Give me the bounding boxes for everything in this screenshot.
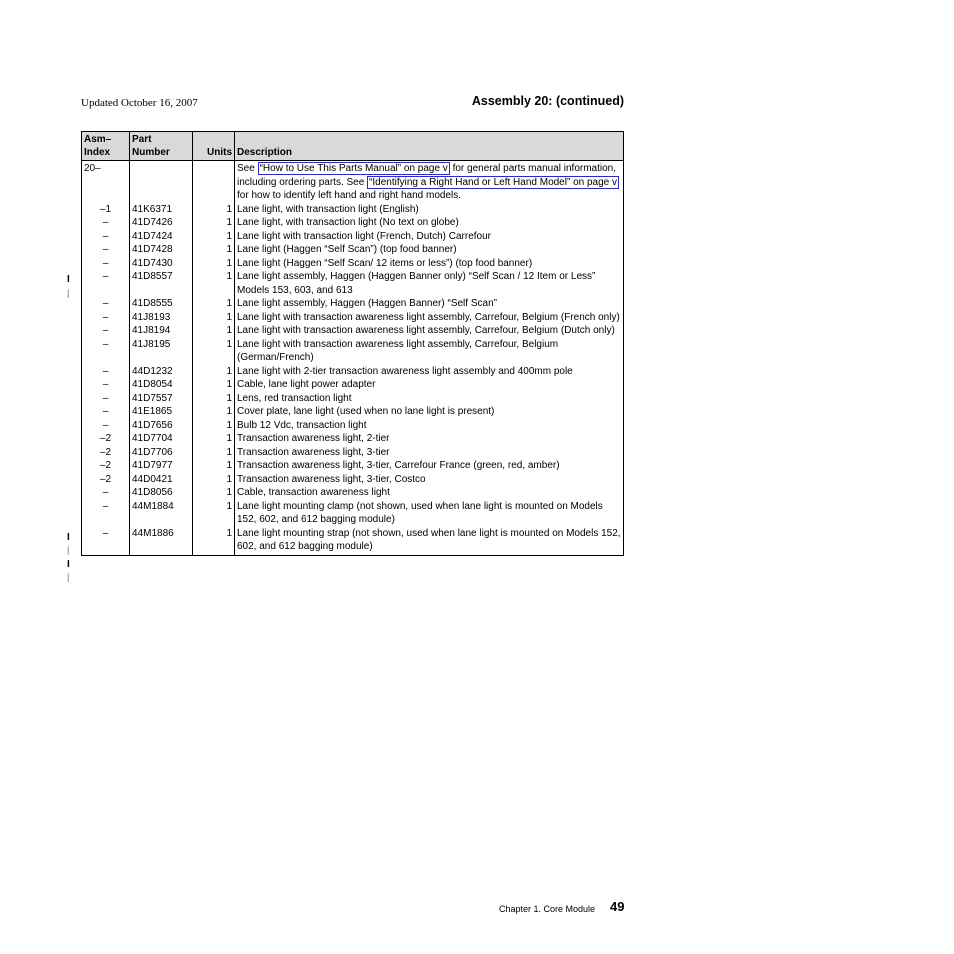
units-cell: 1 [193,257,235,271]
description-cell: Lane light with transaction awareness light assembly, Carrefour, Belgium (French only) [235,311,624,325]
header-part-number: Part Number [130,132,193,161]
part-number-cell: 44D0421 [130,473,193,487]
units-cell: 1 [193,203,235,217]
asm-index-cell: –1 [82,203,130,217]
description-cell: Lane light (Haggen “Self Scan”) (top food banner) [235,243,624,257]
asm-index-cell: – [82,216,130,230]
table-row [82,500,624,527]
table-row [82,527,624,556]
table-row [82,473,624,487]
asm-index-cell: – [82,392,130,406]
description-cell: Lane light assembly, Haggen (Haggen Banner only) “Self Scan / 12 Item or Less” Models 153, 603, and 613 [235,270,624,297]
asm-index-cell: – [82,378,130,392]
change-bar: I [67,532,70,543]
units-cell: 1 [193,216,235,230]
part-number-cell: 41D8555 [130,297,193,311]
table-row [82,297,624,311]
table-header-row [82,132,624,161]
asm-index-cell: – [82,338,130,365]
units-cell: 1 [193,527,235,556]
table-row [82,270,624,297]
asm-index-cell: – [82,405,130,419]
description-cell: Lane light with transaction awareness light assembly, Carrefour, Belgium (Dutch only) [235,324,624,338]
part-number-cell: 41E1865 [130,405,193,419]
header-asm-index: Asm– Index [82,132,130,161]
asm-index-cell: –2 [82,432,130,446]
units-cell: 1 [193,446,235,460]
asm-index-cell: –2 [82,446,130,460]
description-cell: Lane light with 2-tier transaction awareness light assembly and 400mm pole [235,365,624,379]
part-number-cell: 41D7977 [130,459,193,473]
asm-index-cell: – [82,324,130,338]
part-number-cell: 44M1884 [130,500,193,527]
table-row [82,378,624,392]
asm-index-cell: – [82,365,130,379]
units-cell: 1 [193,365,235,379]
table-row [82,338,624,365]
asm-index-cell: – [82,297,130,311]
asm-index-cell: –2 [82,473,130,487]
part-number-cell: 41J8193 [130,311,193,325]
units-cell: 1 [193,405,235,419]
table-row [82,446,624,460]
description-cell: Lane light, with transaction light (No text on globe) [235,216,624,230]
updated-date: Updated October 16, 2007 [81,97,198,109]
units-cell: 1 [193,432,235,446]
asm-index-cell: – [82,500,130,527]
description-cell: Transaction awareness light, 3-tier, Costco [235,473,624,487]
table-row [82,203,624,217]
units-cell: 1 [193,419,235,433]
intro-description: See “How to Use This Parts Manual” on page v for general parts manual information, including ordering parts. See “Identifying a Right Hand or Left Hand Model” on page v for how to identify left hand and right hand models. [235,161,624,203]
change-bar: I [67,274,70,285]
asm-index-cell: –2 [82,459,130,473]
part-number-cell: 41D7428 [130,243,193,257]
asm-index-cell: – [82,527,130,556]
units-cell: 1 [193,270,235,297]
table-row [82,324,624,338]
table-row [82,405,624,419]
units-cell: 1 [193,230,235,244]
description-cell: Lane light mounting clamp (not shown, used when lane light is mounted on Models 152, 602, and 612 bagging module) [235,500,624,527]
how-to-use-link[interactable]: “How to Use This Parts Manual” on page v [259,163,448,174]
description-cell: Cable, lane light power adapter [235,378,624,392]
table-row [82,432,624,446]
change-bar: | [67,572,70,582]
units-cell: 1 [193,392,235,406]
table-row [82,230,624,244]
units-cell: 1 [193,500,235,527]
table-row [82,243,624,257]
units-cell: 1 [193,338,235,365]
units-cell: 1 [193,297,235,311]
description-cell: Lane light with transaction light (French, Dutch) Carrefour [235,230,624,244]
part-number-cell: 41J8195 [130,338,193,365]
part-number-cell: 44D1232 [130,365,193,379]
part-number-cell: 41D7706 [130,446,193,460]
units-cell: 1 [193,473,235,487]
part-number-cell: 41D7424 [130,230,193,244]
part-number-cell: 41J8194 [130,324,193,338]
part-number-cell: 41D8056 [130,486,193,500]
asm-index-cell: – [82,311,130,325]
description-cell: Cable, transaction awareness light [235,486,624,500]
description-cell: Lane light (Haggen “Self Scan/ 12 items or less”) (top food banner) [235,257,624,271]
units-cell: 1 [193,459,235,473]
header-description: Description [235,132,624,161]
part-number-cell: 41D7426 [130,216,193,230]
table-row [82,392,624,406]
footer-chapter: Chapter 1. Core Module [499,904,596,914]
units-cell: 1 [193,311,235,325]
units-cell: 1 [193,486,235,500]
asm-index-cell: – [82,486,130,500]
table-row [82,311,624,325]
change-bar: I [67,559,70,570]
units-cell: 1 [193,378,235,392]
change-bar: | [67,288,70,298]
description-cell: Transaction awareness light, 3-tier, Carrefour France (green, red, amber) [235,459,624,473]
part-number-cell: 44M1886 [130,527,193,556]
description-cell: Transaction awareness light, 3-tier [235,446,624,460]
part-number-cell: 41D7430 [130,257,193,271]
units-cell: 1 [193,243,235,257]
asm-index-cell: – [82,257,130,271]
change-bar: | [67,545,70,555]
assembly-title: Assembly 20: (continued) [471,94,624,108]
part-number-cell: 41K6371 [130,203,193,217]
description-cell: Lane light mounting strap (not shown, used when lane light is mounted on Models 152, 602, and 612 bagging module) [235,527,624,556]
intro-index: 20– [82,161,130,203]
units-cell: 1 [193,324,235,338]
description-cell: Lane light, with transaction light (English) [235,203,624,217]
part-number-cell: 41D8054 [130,378,193,392]
table-row [82,486,624,500]
part-number-cell: 41D8557 [130,270,193,297]
table-row [82,419,624,433]
description-cell: Bulb 12 Vdc, transaction light [235,419,624,433]
description-cell: Lane light with transaction awareness light assembly, Carrefour, Belgium (German/French) [235,338,624,365]
asm-index-cell: – [82,270,130,297]
identifying-hand-model-link[interactable]: “Identifying a Right Hand or Left Hand Model” on page v [369,176,618,188]
asm-index-cell: – [82,243,130,257]
header-units: Units [193,132,235,161]
asm-index-cell: – [82,419,130,433]
description-cell: Transaction awareness light, 2-tier [235,432,624,446]
description-cell: Cover plate, lane light (used when no lane light is present) [235,405,624,419]
table-row [82,216,624,230]
asm-index-cell: – [82,230,130,244]
parts-table [81,131,624,556]
description-cell: Lane light assembly, Haggen (Haggen Banner) “Self Scan” [235,297,624,311]
table-row [82,257,624,271]
part-number-cell: 41D7704 [130,432,193,446]
table-row-intro [82,161,624,203]
table-row [82,459,624,473]
page-number: 49 [610,899,625,914]
part-number-cell: 41D7557 [130,392,193,406]
part-number-cell: 41D7656 [130,419,193,433]
description-cell: Lens, red transaction light [235,392,624,406]
table-row [82,365,624,379]
